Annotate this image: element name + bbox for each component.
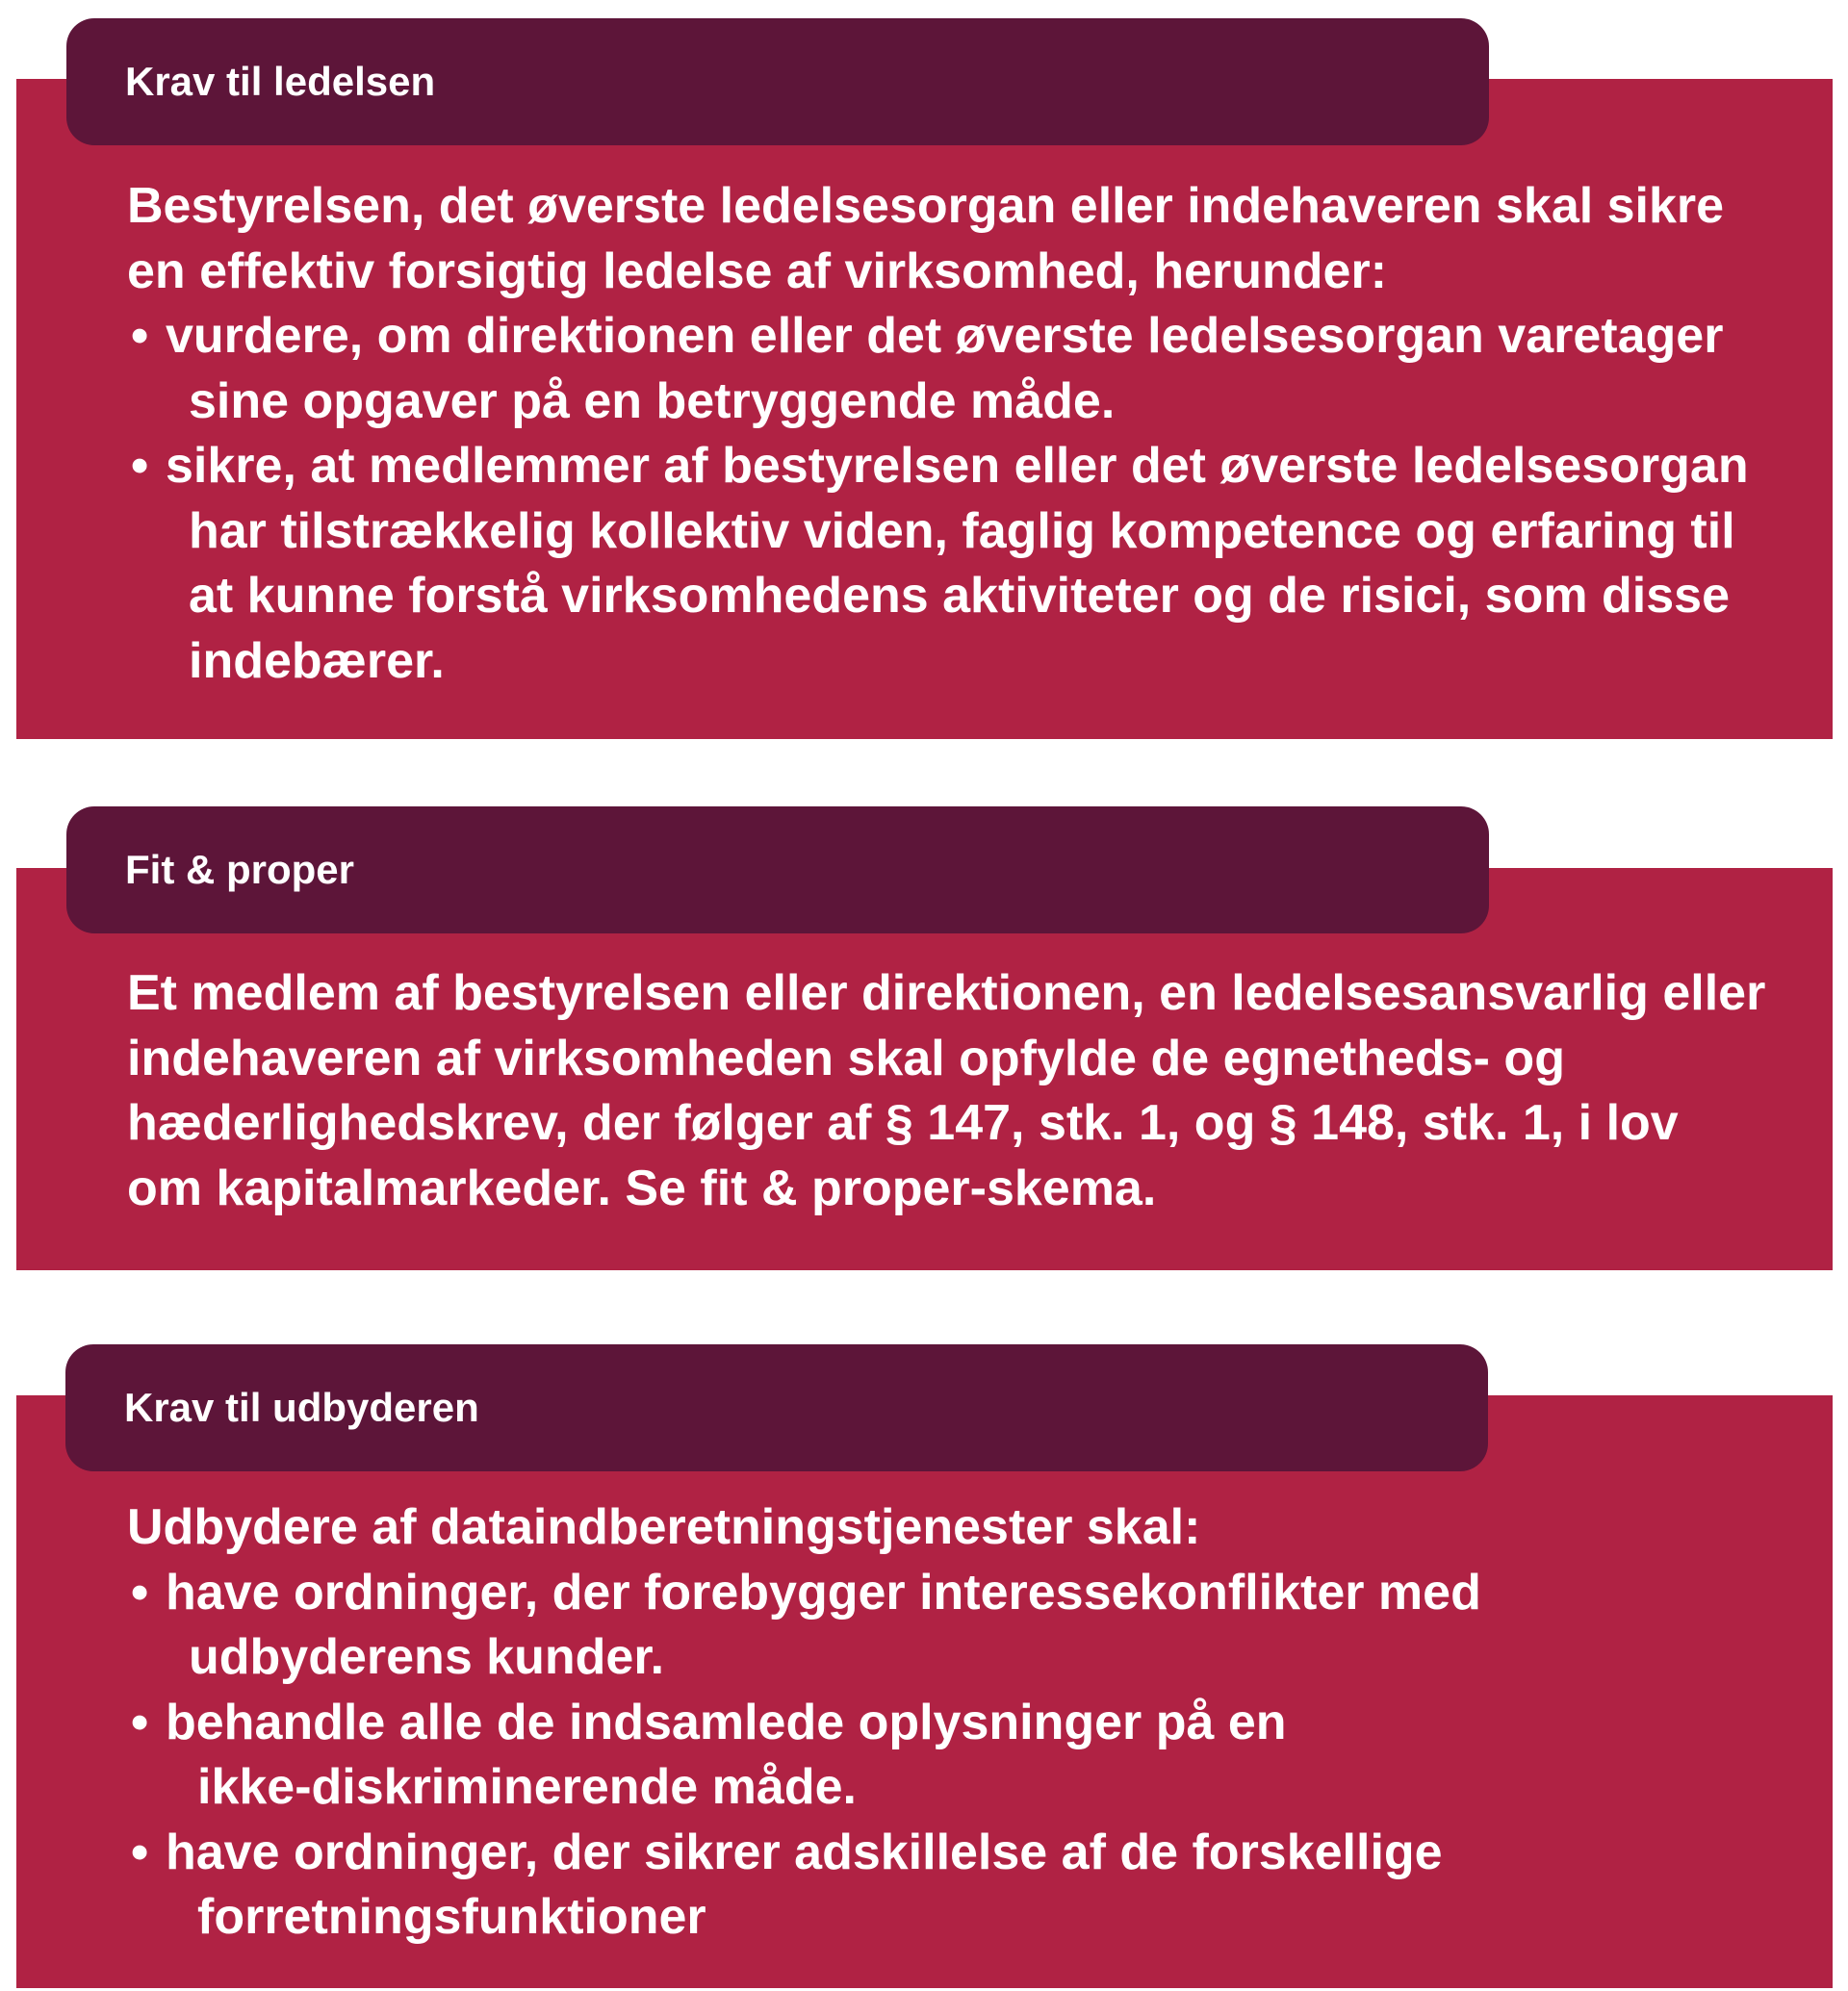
bullet-line xyxy=(127,1691,1481,1756)
bullet-text-continuation: sine opgaver på en betryggende måde. xyxy=(189,372,1116,429)
section-header xyxy=(66,18,1489,145)
body-line: en effektiv forsigtig ledelse af virksomhed, herunder: xyxy=(127,242,1388,299)
bullet-text: sikre, at medlemmer af bestyrelsen eller det øverste ledelsesorgan xyxy=(166,438,1749,494)
section-title: Krav til ledelsen xyxy=(125,59,436,104)
bullet-text-continuation: at kunne forstå virksomhedens aktiviteter og de risici, som disse xyxy=(189,568,1731,624)
bullet-icon: • xyxy=(131,1824,149,1880)
bullet-icon: • xyxy=(131,1564,149,1621)
bullet-item xyxy=(127,1561,1481,1691)
bullet-text: have ordninger, der sikrer adskillelse af de forskellige xyxy=(166,1824,1443,1880)
bullet-icon: • xyxy=(131,308,149,364)
bullet-line xyxy=(127,304,1749,370)
section-header xyxy=(65,1344,1488,1471)
bullet-text-continuation: ikke-diskriminerende måde. xyxy=(197,1759,857,1815)
section-title: Krav til udbyderen xyxy=(124,1385,479,1430)
bullet-text-continuation: forretningsfunktioner xyxy=(197,1889,706,1945)
bullet-text-continuation: udbyderens kunder. xyxy=(189,1629,665,1685)
bullet-line xyxy=(127,434,1749,499)
body-line: Udbydere af dataindberetningstjenester skal: xyxy=(127,1499,1201,1555)
bullet-text: vurdere, om direktionen eller det øverste ledelsesorgan varetager xyxy=(166,308,1724,364)
body-line: indehaveren af virksomheden skal opfylde de egnetheds- og xyxy=(127,1030,1565,1086)
body-line: Et medlem af bestyrelsen eller direktionen, en ledelsesansvarlig eller xyxy=(127,965,1766,1021)
section-body xyxy=(127,1495,1481,1951)
section-header xyxy=(66,806,1489,933)
bullet-line xyxy=(127,1821,1481,1886)
section-body xyxy=(127,174,1749,694)
bullet-item xyxy=(127,304,1749,434)
bullet-text: behandle alle de indsamlede oplysninger på en xyxy=(166,1694,1287,1750)
body-line: om kapitalmarkeder. Se fit & proper-skema. xyxy=(127,1160,1157,1216)
bullet-line xyxy=(127,1561,1481,1626)
body-line: Bestyrelsen, det øverste ledelsesorgan eller indehaveren skal sikre xyxy=(127,178,1725,234)
section-body xyxy=(127,961,1765,1221)
body-line: hæderlighedskrev, der følger af § 147, stk. 1, og § 148, stk. 1, i lov xyxy=(127,1095,1679,1151)
bullet-item xyxy=(127,434,1749,694)
bullet-text: have ordninger, der forebygger interessekonflikter med xyxy=(166,1564,1481,1621)
bullet-item xyxy=(127,1691,1481,1821)
bullet-text-continuation: indebærer. xyxy=(189,632,445,689)
bullet-item xyxy=(127,1821,1481,1951)
bullet-text-continuation: har tilstrækkelig kollektiv viden, faglig kompetence og erfaring til xyxy=(189,502,1735,559)
bullet-icon: • xyxy=(131,438,149,494)
section-title: Fit & proper xyxy=(125,847,354,892)
bullet-icon: • xyxy=(131,1694,149,1750)
